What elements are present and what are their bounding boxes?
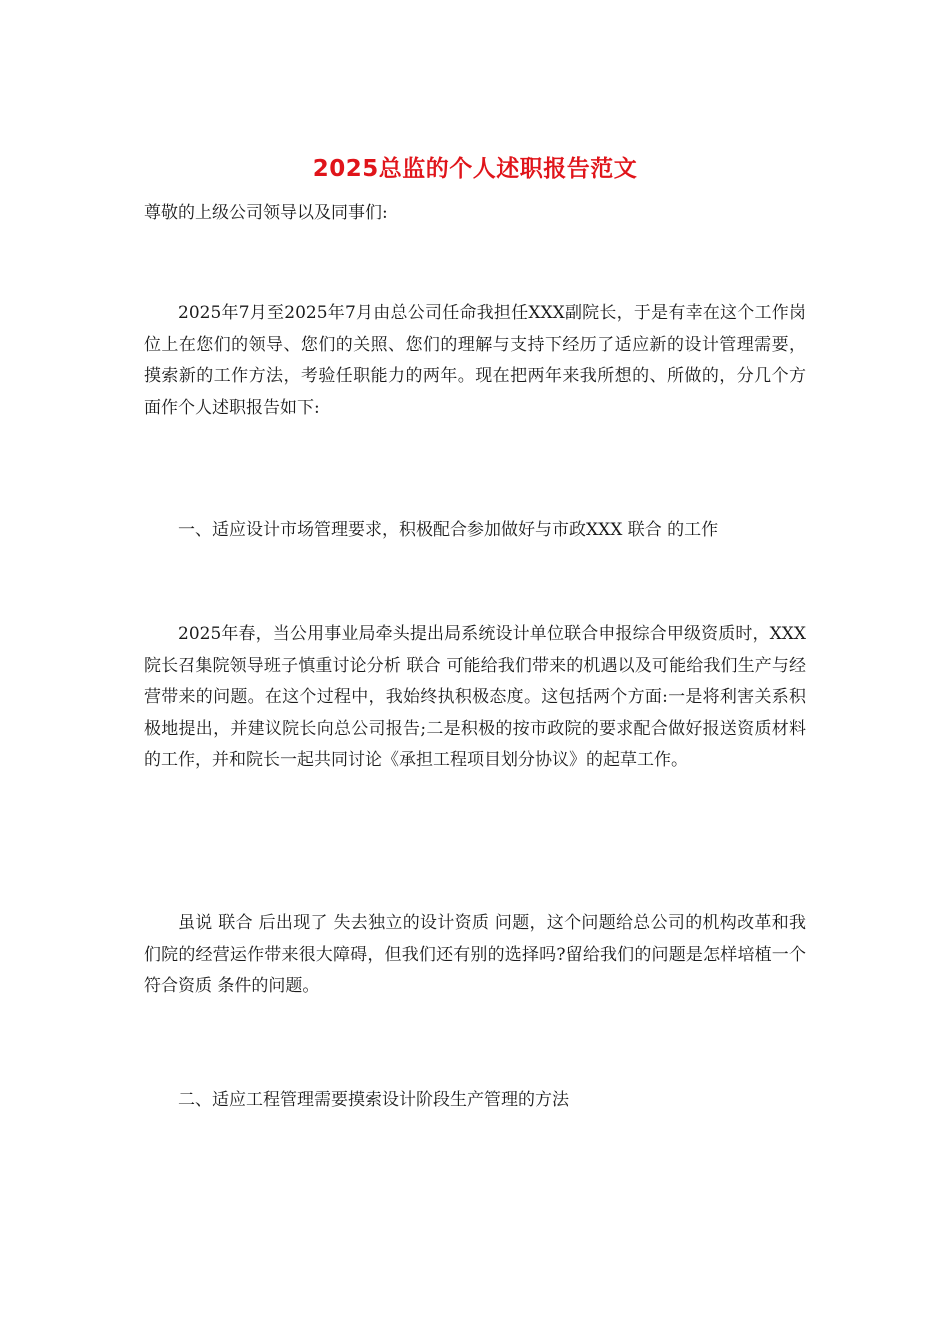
- paragraph-intro: 2025年7月至2025年7月由总公司任命我担任XXX副院长，于是有幸在这个工作岗位上在您们的领导、您们的关照、您们的理解与支持下经历了适应新的设计管理需要，摸索新的工作方法，考验任职能力的两年。现在把两年来我所想的、所做的，分几个方面作个人述职报告如下:: [144, 303, 806, 418]
- salutation: 尊敬的上级公司领导以及同事们:: [144, 203, 388, 223]
- paragraph-section-1-followup: 虽说 联合 后出现了 失去独立的设计资质 问题，这个问题给总公司的机构改革和我们院的经营运作带来很大障碍，但我们还有别的选择吗?留给我们的问题是怎样培植一个 符合资质 条件的问题。: [144, 913, 806, 996]
- section-heading-2: 二、适应工程管理需要摸索设计阶段生产管理的方法: [178, 1090, 569, 1110]
- section-heading-1: 一、适应设计市场管理要求，积极配合参加做好与市政XXX 联合 的工作: [178, 520, 719, 540]
- paragraph-section-1: 2025年春，当公用事业局牵头提出局系统设计单位联合申报综合甲级资质时，XXX院长召集院领导班子慎重讨论分析 联合 可能给我们带来的机遇以及可能给我们生产与经营带来的问题。在这个过程中，我始终执积极态度。这包括两个方面:一是将利害关系积极地提出，并建议院长向总公司报告;二是积极的按市政院的要求配合做好报送资质材料的工作，并和院长一起共同讨论《承担工程项目划分协议》的起草工作。: [144, 624, 806, 770]
- document-title: 2025总监的个人述职报告范文: [312, 156, 638, 182]
